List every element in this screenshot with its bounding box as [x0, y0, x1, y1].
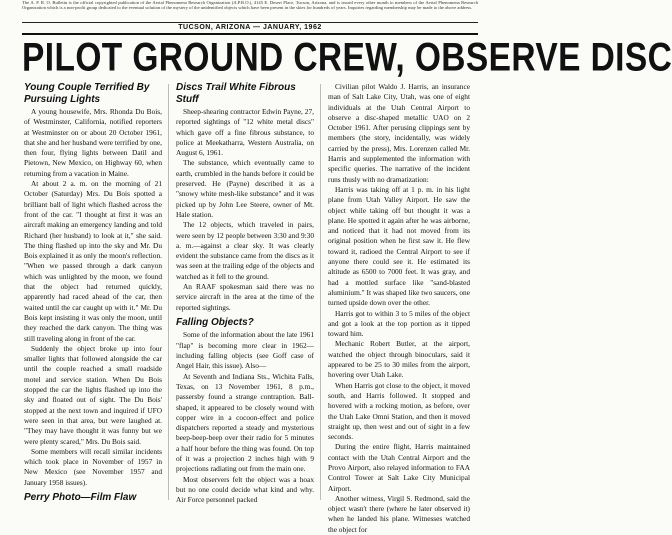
- article-paragraph: Suddenly the object broke up into four smaller lights that followed alongside the car until the couple reached a small roadside motel and service station. When Du Bois stopped the car the lights flashed up into the sky and floated out of sight. The Du Bois' stopped at the next town and inquired if UFO were seen in that area, but were laughed at. "They may have thought it was funny but we were plenty scared," Mrs. Du Bois said.: [24, 343, 162, 446]
- masthead-rule: [22, 22, 478, 23]
- page-headline: PILOT GROUND CREW, OBSERVE DISC: [22, 36, 672, 81]
- article-heading: Falling Objects?: [176, 316, 254, 328]
- article-paragraph: Harris was taking off at 1 p. m. in his light plane from Utah Valley Airport. He saw the object while taking off but thought it was a plane. He spotted it again after he was airborne, and noticed that it had not moved from its original position when he first saw it. He flew toward it, radioed the Central Airport to see if anyone there could see it. He estimated its altitude as 6500 to 7000 feet. It was gray, and had a mottled surface like "sand-blasted aluminium." It was shaped like two saucers, one turned upside down over the other.: [328, 184, 470, 308]
- article-paragraph: When Harris got close to the object, it moved south, and Harris followed. It stopped and hovered with a rocking motion, as before, over the Utah Lake Omni Station, and then it moved straight up, then west and out of sight in a few seconds.: [328, 380, 470, 442]
- column-divider: [168, 84, 169, 500]
- article-paragraph: An RAAF spokesman said there was no service aircraft in the area at the time of the reported sightings.: [176, 282, 314, 312]
- article-paragraph: At Seventh and Indiana Sts., Wichita Falls, Texas, on 13 November 1961, 8 p.m., passersby found a strange contraption. Ball-shaped, it appeared to be closely wound with copper wire in a cocoon-effect and police dispatchers reported a steady and mysterious beep-beep-beep over their radio for 5 minutes a half hour before the thing was found. On top of it was a projection 2 inches high with 9 projections radiating out from the main one.: [176, 371, 314, 474]
- article-heading: Young Couple Terrified By Pursuing Lights: [24, 82, 150, 105]
- article-paragraph: Mechanic Robert Butler, at the airport, watched the object through binoculars, said it appeared to be 25 to 30 miles from the airport, hovering over Utah Lake.: [328, 339, 470, 380]
- article-paragraph: Civilian pilot Waldo J. Harris, an insurance man of Salt Lake City, Utah, was one of eight individuals at the Utah Central Airport to observe a disc-shaped metallic UAO on 2 October 1961. After perusing clippings sent by members (the story, incidentally, was widely carried by the press), Mrs. Lorenzen called Mr. Harris and supplemented the information with specific queries. The narrative of the incident runs thusly with no dramatization:: [328, 82, 470, 184]
- article-paragraph: At about 2 a. m. on the morning of 21 October (Saturday) Mrs. Du Bois spotted a brilliant ball of light which flashed across the front of the car. "I thought at first it was an aircraft making an emergency landing and told Richard (her husband) to look at it," she said. The thing flashed up into the sky and Mr. Du Bois explained it as only the moon's reflection. "When we passed through a dark canyon which was unlighted by the moon, we found that the object had returned quickly, apparently had raced ahead of the car, then waited until the car caught up with it." Mr. Du Bois kept insisting it was only the moon, until they reached the dark canyon. The thing was still traveling along in front of the car.: [24, 179, 162, 343]
- article-paragraph: Some of the information about the late 1961 "flap" is becoming more clear in 1962—including falling objects (see Goff case of Angel Hair, this issue). Also—: [176, 330, 314, 371]
- article-paragraph: Most observers felt the object was a hoax but no one could decide what kind and why. Air Force personnel packed: [176, 474, 314, 505]
- article-paragraph: A young housewife, Mrs. Rhonda Du Bois, of Westminster, California, notified reporters at Westminster on or about 20 October 1961, that she and her husband were terrified by one, then four, flying lights between Datil and Pietown, New Mexico, on Highway 60, when returning from a vacation in Maine.: [24, 107, 162, 178]
- column-1: [24, 82, 162, 503]
- article-paragraph: Another witness, Virgil S. Redmond, said the object wasn't there (where he later observed it) when he landed his plane. Witnesses watched the object for: [328, 493, 470, 534]
- article-paragraph: The 12 objects, which traveled in pairs, were seen by 12 people between 3:30 and 9:30 a. m.—against a clear sky. It was clearly evident the substance came from the discs as it was seen at the trailing edge of the objects and watched as it fell to the ground.: [176, 220, 314, 281]
- article-paragraph: The substance, which eventually came to earth, crumbled in the hands before it could be preserved. He (Payne) described it as a "snowy white mesh-like substance" and it was picked up by John Lee Steere, owner of Mt. Hale station.: [176, 158, 314, 219]
- column-2: [176, 82, 314, 505]
- column-divider: [320, 84, 321, 500]
- dateline: TUCSON, ARIZONA — JANUARY, 1962: [178, 24, 322, 31]
- article-paragraph: Some members will recall similar incidents which took place in November of 1957 in New Mexico (see November 1957 and January 1958 issues).: [24, 446, 162, 487]
- article-paragraph: Sheep-shearing contractor Edwin Payne, 27, reported sightings of "12 white metal discs" which gave off a fine fibrous substance, to police at Meekatharra, Western Australia, on August 6, 1961.: [176, 107, 314, 158]
- masthead-notice: The A. P. R. O. Bulletin is the official copyrighted publication of the Aerial Phenomena Research Organization (A.P.R.O.), 4145 E. Desert Place, Tucson, Arizona, and is issued every other month to members of the Aerial Phenomena Research Organization which is a non-profit group dedicated to the eventual solution of the mystery of the unidentified objects which have been present in the skies for hundreds of years. Inquiries regarding membership may be made to the above address.: [22, 0, 478, 11]
- article-heading: Discs Trail White Fibrous Stuff: [176, 82, 296, 105]
- article-paragraph: During the entire flight, Harris maintained contact with the Utah Central Airport and the Provo Airport, also relayed information to FAA Control Tower at Salt Lake City Municipal Airport.: [328, 442, 470, 493]
- article-heading: Perry Photo—Film Flaw: [24, 491, 137, 503]
- column-3: [328, 82, 470, 534]
- article-paragraph: Harris got to within 3 to 5 miles of the object and got a look at the top portion as it tipped toward him.: [328, 308, 470, 339]
